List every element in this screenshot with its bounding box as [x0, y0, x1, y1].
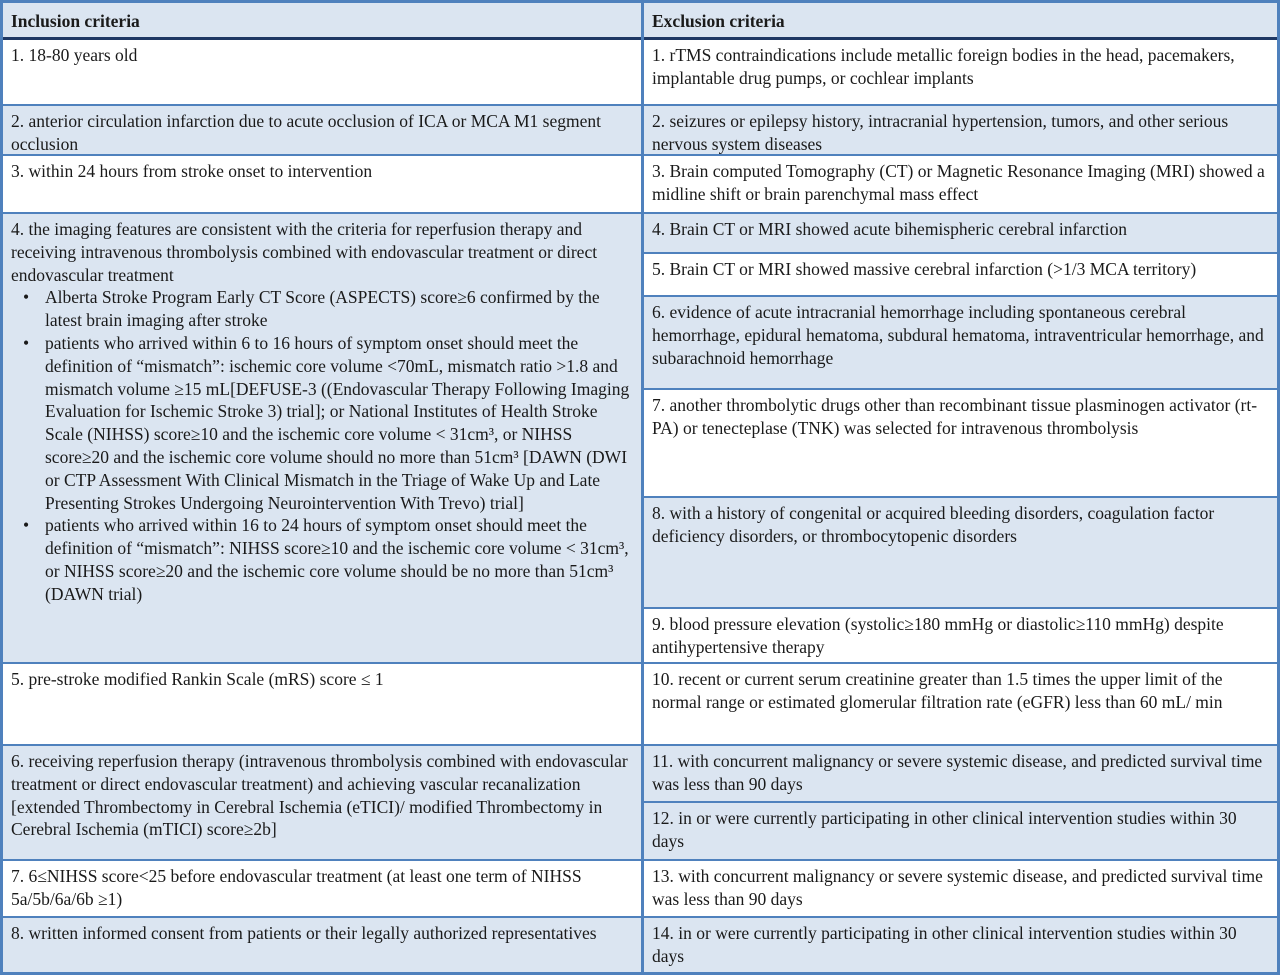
exclusion-criterion-5: [644, 254, 1277, 297]
bullet-icon: •: [23, 515, 30, 536]
cell-text: 13. with concurrent malignancy or severe systemic disease, and predicted survival time was less than 90 days: [652, 866, 1263, 909]
inclusion-criterion-3: [3, 156, 641, 214]
cell-text: 5. Brain CT or MRI showed massive cerebral infarction (>1/3 MCA territory): [652, 259, 1197, 279]
cell-text: 8. written informed consent from patients or their legally authorized representatives: [11, 923, 597, 943]
bullet-icon: •: [23, 332, 30, 353]
cell-text: 1. 18-80 years old: [11, 45, 138, 65]
bullet-item: [11, 514, 632, 605]
inclusion-criterion-6: [3, 746, 641, 861]
bullet-icon: •: [23, 287, 30, 308]
cell-text: 7. another thrombolytic drugs other than recombinant tissue plasminogen activator (rt-PA) or tenecteplase (TNK) was selected for intravenous thrombolysis: [652, 395, 1258, 438]
inclusion-criterion-8: [3, 918, 641, 972]
exclusion-criterion-13: [644, 861, 1277, 918]
bullet-text: Alberta Stroke Program Early CT Score (ASPECTS) score≥6 confirmed by the latest brain imaging after stroke: [45, 287, 600, 331]
exclusion-criterion-2: [644, 106, 1277, 156]
bullet-text: patients who arrived within 16 to 24 hours of symptom onset should meet the definition of “mismatch”: NIHSS score≥10 and the ischemic core volume < 31cm³, or NIHSS score≥20 and the ischemic core volume should be no more than 51cm³ (DAWN trial): [45, 515, 629, 604]
cell-text: 6. receiving reperfusion therapy (intravenous thrombolysis combined with endovascular treatment or direct endovascular treatment) and achieving vascular recanalization [extended Thrombectomy in Cerebral Ischemia (eTICI)/ modified Thrombectomy in Cerebral Ischemia (mTICI) score≥2b]: [11, 751, 628, 840]
cell-text: 9. blood pressure elevation (systolic≥180 mmHg or diastolic≥110 mmHg) despite antihypertensive therapy: [652, 614, 1224, 657]
exclusion-criterion-12: [644, 803, 1277, 861]
inclusion-header-label: Inclusion criteria: [11, 11, 140, 31]
bullet-text: patients who arrived within 6 to 16 hours of symptom onset should meet the definition of “mismatch”: ischemic core volume <70mL, mismatch ratio >1.8 and mismatch volume ≥15 mL[DEFUSE-3 ((Endovascular Therapy Following Imaging Evaluation for Ischemic Stroke 3) trial]; or National Institutes of Health Stroke Scale (NIHSS) score≥10 and the ischemic core volume < 31cm³, or NIHSS score≥20 and the ischemic core volume should no more than 51cm³ [DAWN (DWI or CTP Assessment With Clinical Mismatch in the Triage of Wake Up and Late Presenting Strokes Undergoing Neurointervention With Trevo) trial]: [45, 332, 630, 513]
exclusion-criterion-11: [644, 746, 1277, 803]
cell-text: 7. 6≤NIHSS score<25 before endovascular treatment (at least one term of NIHSS 5a/5b/6a/6b ≥1): [11, 866, 582, 909]
cell-text: 10. recent or current serum creatinine greater than 1.5 times the upper limit of the normal range or estimated glomerular filtration rate (eGFR) less than 60 mL/ min: [652, 669, 1223, 712]
cell-text: 2. anterior circulation infarction due to acute occlusion of ICA or MCA M1 segment occlusion: [11, 111, 601, 154]
exclusion-criterion-7: [644, 390, 1277, 498]
bullet-item: [11, 286, 632, 332]
exclusion-criterion-8: [644, 498, 1277, 609]
inclusion-criterion-4: [3, 214, 641, 664]
cell-text: 3. within 24 hours from stroke onset to intervention: [11, 161, 373, 181]
cell-text: 14. in or were currently participating in other clinical intervention studies within 30 days: [652, 923, 1237, 966]
criterion-4-bullet-list: [11, 286, 632, 605]
cell-text: 6. evidence of acute intracranial hemorrhage including spontaneous cerebral hemorrhage, epidural hematoma, subdural hematoma, intraventricular hemorrhage, and subarachnoid hemorrhage: [652, 302, 1264, 368]
cell-text: 5. pre-stroke modified Rankin Scale (mRS) score ≤ 1: [11, 669, 384, 689]
exclusion-criterion-6: [644, 297, 1277, 390]
exclusion-criterion-10: [644, 664, 1277, 746]
inclusion-criterion-2: [3, 106, 641, 156]
exclusion-criterion-14: [644, 918, 1277, 972]
cell-text: 11. with concurrent malignancy or severe systemic disease, and predicted survival time was less than 90 days: [652, 751, 1263, 794]
inclusion-header: [3, 3, 641, 40]
exclusion-header-label: Exclusion criteria: [652, 11, 785, 31]
exclusion-criterion-1: [644, 40, 1277, 106]
cell-text: 1. rTMS contraindications include metallic foreign bodies in the head, pacemakers, implantable drug pumps, or cochlear implants: [652, 45, 1235, 88]
exclusion-criterion-3: [644, 156, 1277, 214]
exclusion-header: [644, 3, 1277, 40]
inclusion-criterion-7: [3, 861, 641, 918]
inclusion-criterion-5: [3, 664, 641, 746]
inclusion-criterion-1: [3, 40, 641, 106]
cell-text: 2. seizures or epilepsy history, intracranial hypertension, tumors, and other serious nervous system diseases: [652, 111, 1229, 154]
cell-text: 4. Brain CT or MRI showed acute bihemispheric cerebral infarction: [652, 219, 1127, 239]
bullet-item: [11, 332, 632, 514]
cell-text: 3. Brain computed Tomography (CT) or Magnetic Resonance Imaging (MRI) showed a midline shift or brain parenchymal mass effect: [652, 161, 1265, 204]
exclusion-column: [644, 3, 1277, 972]
inclusion-column: [3, 3, 644, 972]
exclusion-criterion-9: [644, 609, 1277, 664]
cell-text: 8. with a history of congenital or acquired bleeding disorders, coagulation factor deficiency disorders, or thrombocytopenic disorders: [652, 503, 1215, 546]
cell-text: 4. the imaging features are consistent with the criteria for reperfusion therapy and receiving intravenous thrombolysis combined with endovascular treatment or direct endovascular treatment: [11, 219, 598, 285]
cell-text: 12. in or were currently participating in other clinical intervention studies within 30 days: [652, 808, 1237, 851]
exclusion-criterion-4: [644, 214, 1277, 254]
